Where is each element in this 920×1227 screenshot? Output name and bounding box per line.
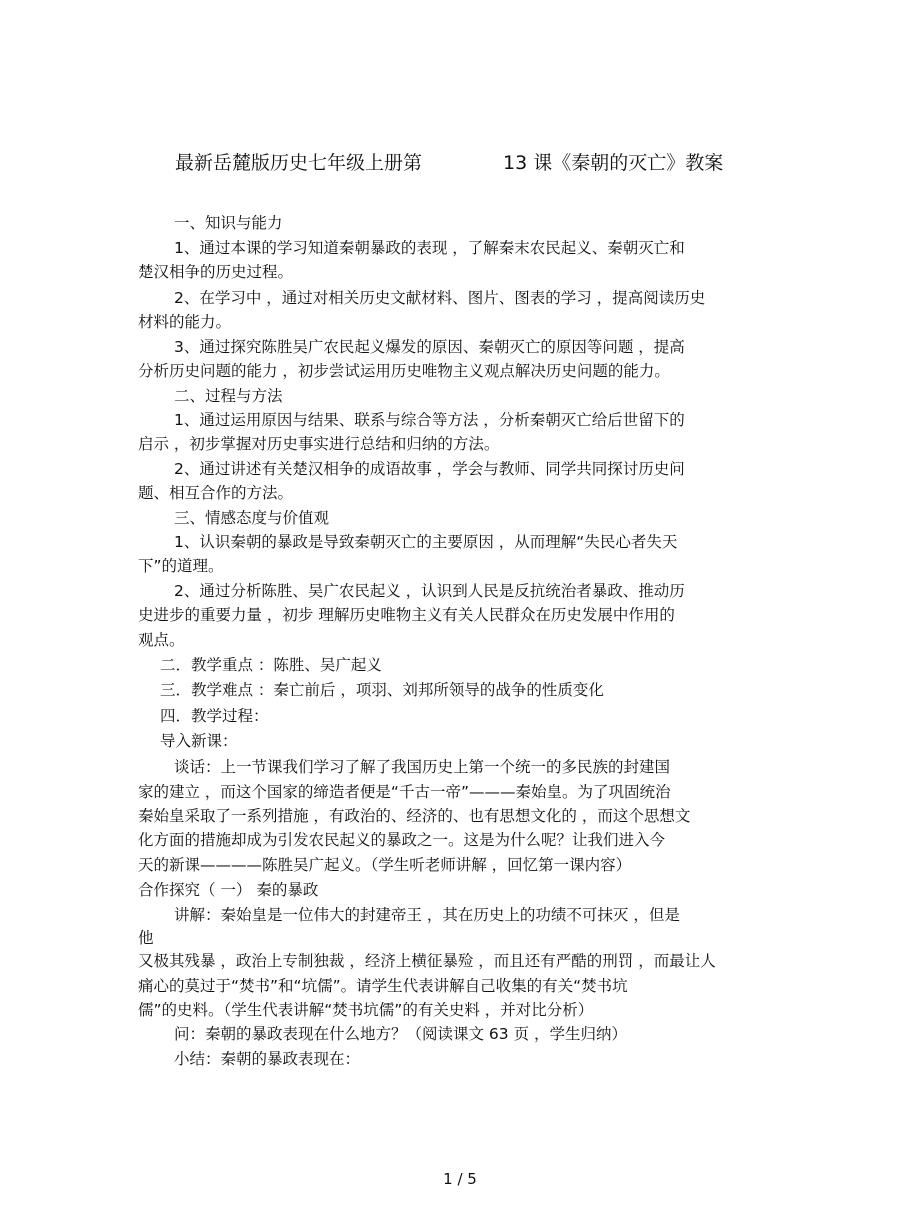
text-line: 小结：秦朝的暴政表现在： [174, 1050, 361, 1068]
text-line: 他 [138, 929, 154, 947]
text-line: 史进步的重要力量 ，初步 理解历史唯物主义有关人民群众在历史发展中作用的 [138, 606, 675, 624]
text-line: 家的建立 ，而这个国家的缔造者便是“千古一帝”———秦始皇。为了巩固统治 [138, 783, 671, 801]
text-line: 观点。 [138, 631, 185, 649]
text-line: 三、情感态度与价值观 [174, 509, 330, 527]
text-line: 痛心的莫过于“焚书”和“坑儒”。请学生代表讲解自己收集的有关“焚书坑 [138, 977, 628, 995]
text-line: 导入新课： [160, 732, 238, 750]
document-title-left: 最新岳麓版历史七年级上册第 [175, 152, 423, 174]
text-line: 四．教学过程： [160, 707, 269, 725]
text-line: 合作探究（ 一） 秦的暴政 [138, 881, 319, 899]
text-line: 3、通过探究陈胜吴广农民起义爆发的原因、秦朝灭亡的原因等问题 ，提高 [174, 338, 685, 356]
text-line: 1、认识秦朝的暴政是导致秦朝灭亡的主要原因 ，从而理解“失民心者失天 [174, 533, 678, 551]
text-line: 一、知识与能力 [174, 214, 283, 232]
text-line: 2、通过分析陈胜、吴广农民起义 ，认识到人民是反抗统治者暴政、推动历 [174, 582, 685, 600]
text-line: 下”的道理。 [138, 557, 224, 575]
text-line: 分析历史问题的能力 ，初步尝试运用历史唯物主义观点解决历史问题的能力。 [138, 362, 670, 380]
text-line: 启示 ，初步掌握对历史事实进行总结和归纳的方法。 [138, 435, 500, 453]
text-line: 二、过程与方法 [174, 387, 283, 405]
page-number: 1 / 5 [443, 1170, 477, 1188]
text-line: 1、通过本课的学习知道秦朝暴政的表现 ，了解秦末农民起义、秦朝灭亡和 [174, 239, 685, 257]
text-line: 又极其残暴 ，政治上专制独裁 ，经济上横征暴殓 ，而且还有严酷的刑罚 ，而最让人 [138, 952, 716, 970]
text-line: 秦始皇采取了一系列措施 ，有政治的、经济的、也有思想文化的 ，而这个思想文 [138, 807, 691, 825]
text-line: 讲解：秦始皇是一位伟大的封建帝王 ，其在历史上的功绩不可抹灭 ，但是 [174, 906, 680, 924]
text-line: 二．教学重点 ：陈胜、吴广起义 [160, 656, 382, 674]
text-line: 问：秦朝的暴政表现在什么地方？（阅读课文 63 页 ，学生归纳） [174, 1025, 628, 1043]
text-line: 谈话：上一节课我们学习了解了我国历史上第一个统一的多民族的封建国 [174, 758, 671, 776]
text-line: 2、在学习中 ，通过对相关历史文献材料、图片、图表的学习 ，提高阅读历史 [174, 289, 706, 307]
text-line: 三．教学难点 ：秦亡前后 ，项羽、刘邦所领导的战争的性质变化 [160, 681, 604, 699]
text-line: 材料的能力。 [138, 313, 232, 331]
text-line: 1、通过运用原因与结果、联系与综合等方法 ，分析秦朝灭亡给后世留下的 [174, 411, 685, 429]
text-line: 儒”的史料。（学生代表讲解“焚书坑儒”的有关史料 ，并对比分析） [138, 1001, 594, 1019]
text-line: 2、通过讲述有关楚汉相争的成语故事 ，学会与教师、同学共同探讨历史问 [174, 460, 685, 478]
text-line: 题、相互合作的方法。 [138, 484, 294, 502]
document-title-right: 13 课《秦朝的灭亡》教案 [503, 152, 724, 174]
text-line: 化方面的措施却成为引发农民起义的暴政之一。这是为什么呢？让我们进入今 [138, 831, 666, 849]
text-line: 天的新课————陈胜吴广起义。（学生听老师讲解 ，回忆第一课内容） [138, 856, 632, 874]
text-line: 楚汉相争的历史过程。 [138, 263, 294, 281]
